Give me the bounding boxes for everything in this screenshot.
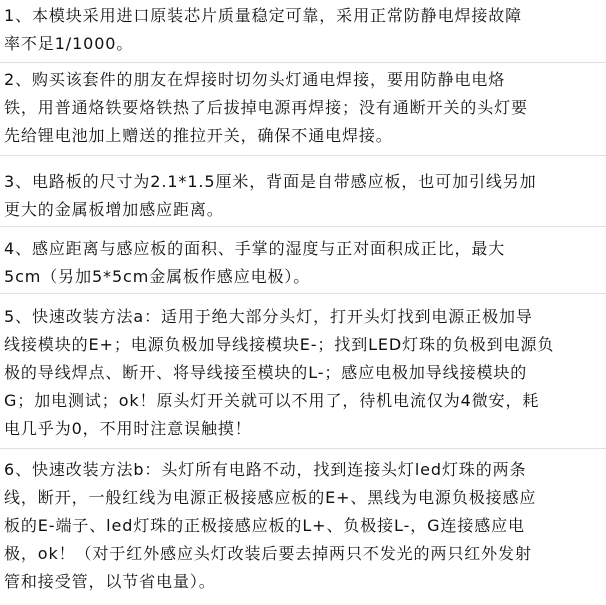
paragraph-line: G；加电测试；ok！原头灯开关就可以不用了，待机电流仅为4微安，耗	[4, 391, 540, 410]
paragraph-line: 6、快速改装方法b：头灯所有电路不动，找到连接头灯led灯珠的两条	[4, 460, 527, 479]
paragraph-line: 线，断开，一般红线为电源正极接感应板的E+、黑线为电源负极接感应	[4, 488, 537, 507]
paragraph-line: 管和接受管，以节省电量）。	[4, 572, 216, 591]
paragraph-line: 5cm（另加5*5cm金属板作感应电极）。	[4, 267, 311, 286]
paragraph-6	[4, 456, 602, 596]
paragraph-line: 先给锂电池加上赠送的推拉开关，确保不通电焊接。	[4, 126, 393, 145]
paragraph-line: 4、感应距离与感应板的面积、手掌的湿度与正对面积成正比，最大	[4, 239, 506, 258]
paragraph-line: 3、电路板的尺寸为2.1*1.5厘米，背面是自带感应板，也可加引线另加	[4, 172, 537, 191]
paragraph-line: 更大的金属板增加感应距离。	[4, 200, 224, 219]
paragraph-line: 电几乎为0，不用时注意误触摸！	[4, 419, 252, 438]
paragraph-4	[4, 235, 602, 291]
paragraph-line: 板的E-端子、led灯珠的正极接感应板的L+、负极接L-，G连接感应电	[4, 516, 525, 535]
paragraph-divider	[0, 226, 606, 227]
paragraph-line: 1、本模块采用进口原装芯片质量稳定可靠，采用正常防静电焊接故障	[4, 6, 523, 25]
paragraph-line: 铁，用普通烙铁要烙铁热了后拔掉电源再焊接；没有通断开关的头灯要	[4, 98, 528, 117]
paragraph-line: 极的导线焊点、断开、将导线接至模块的L-；感应电极加导线接模块的	[4, 363, 528, 382]
paragraph-3	[4, 168, 602, 224]
paragraph-divider	[0, 155, 606, 156]
paragraph-divider	[0, 293, 606, 294]
paragraph-line: 5、快速改装方法a：适用于绝大部分头灯，打开头灯找到电源正极加导	[4, 307, 533, 326]
paragraph-line: 率不足1/1000。	[4, 34, 134, 53]
paragraph-divider	[0, 62, 606, 63]
paragraph-1	[4, 2, 602, 58]
paragraph-5	[4, 303, 602, 443]
paragraph-2	[4, 66, 602, 150]
paragraph-line: 极，ok！（对于红外感应头灯改装后要去掉两只不发光的两只红外发射	[4, 544, 532, 563]
paragraph-line: 线接模块的E+；电源负极加导线接模块E-；找到LED灯珠的负极到电源负	[4, 335, 555, 354]
paragraph-divider	[0, 448, 606, 449]
paragraph-line: 2、购买该套件的朋友在焊接时切勿头灯通电焊接，要用防静电电烙	[4, 70, 506, 89]
